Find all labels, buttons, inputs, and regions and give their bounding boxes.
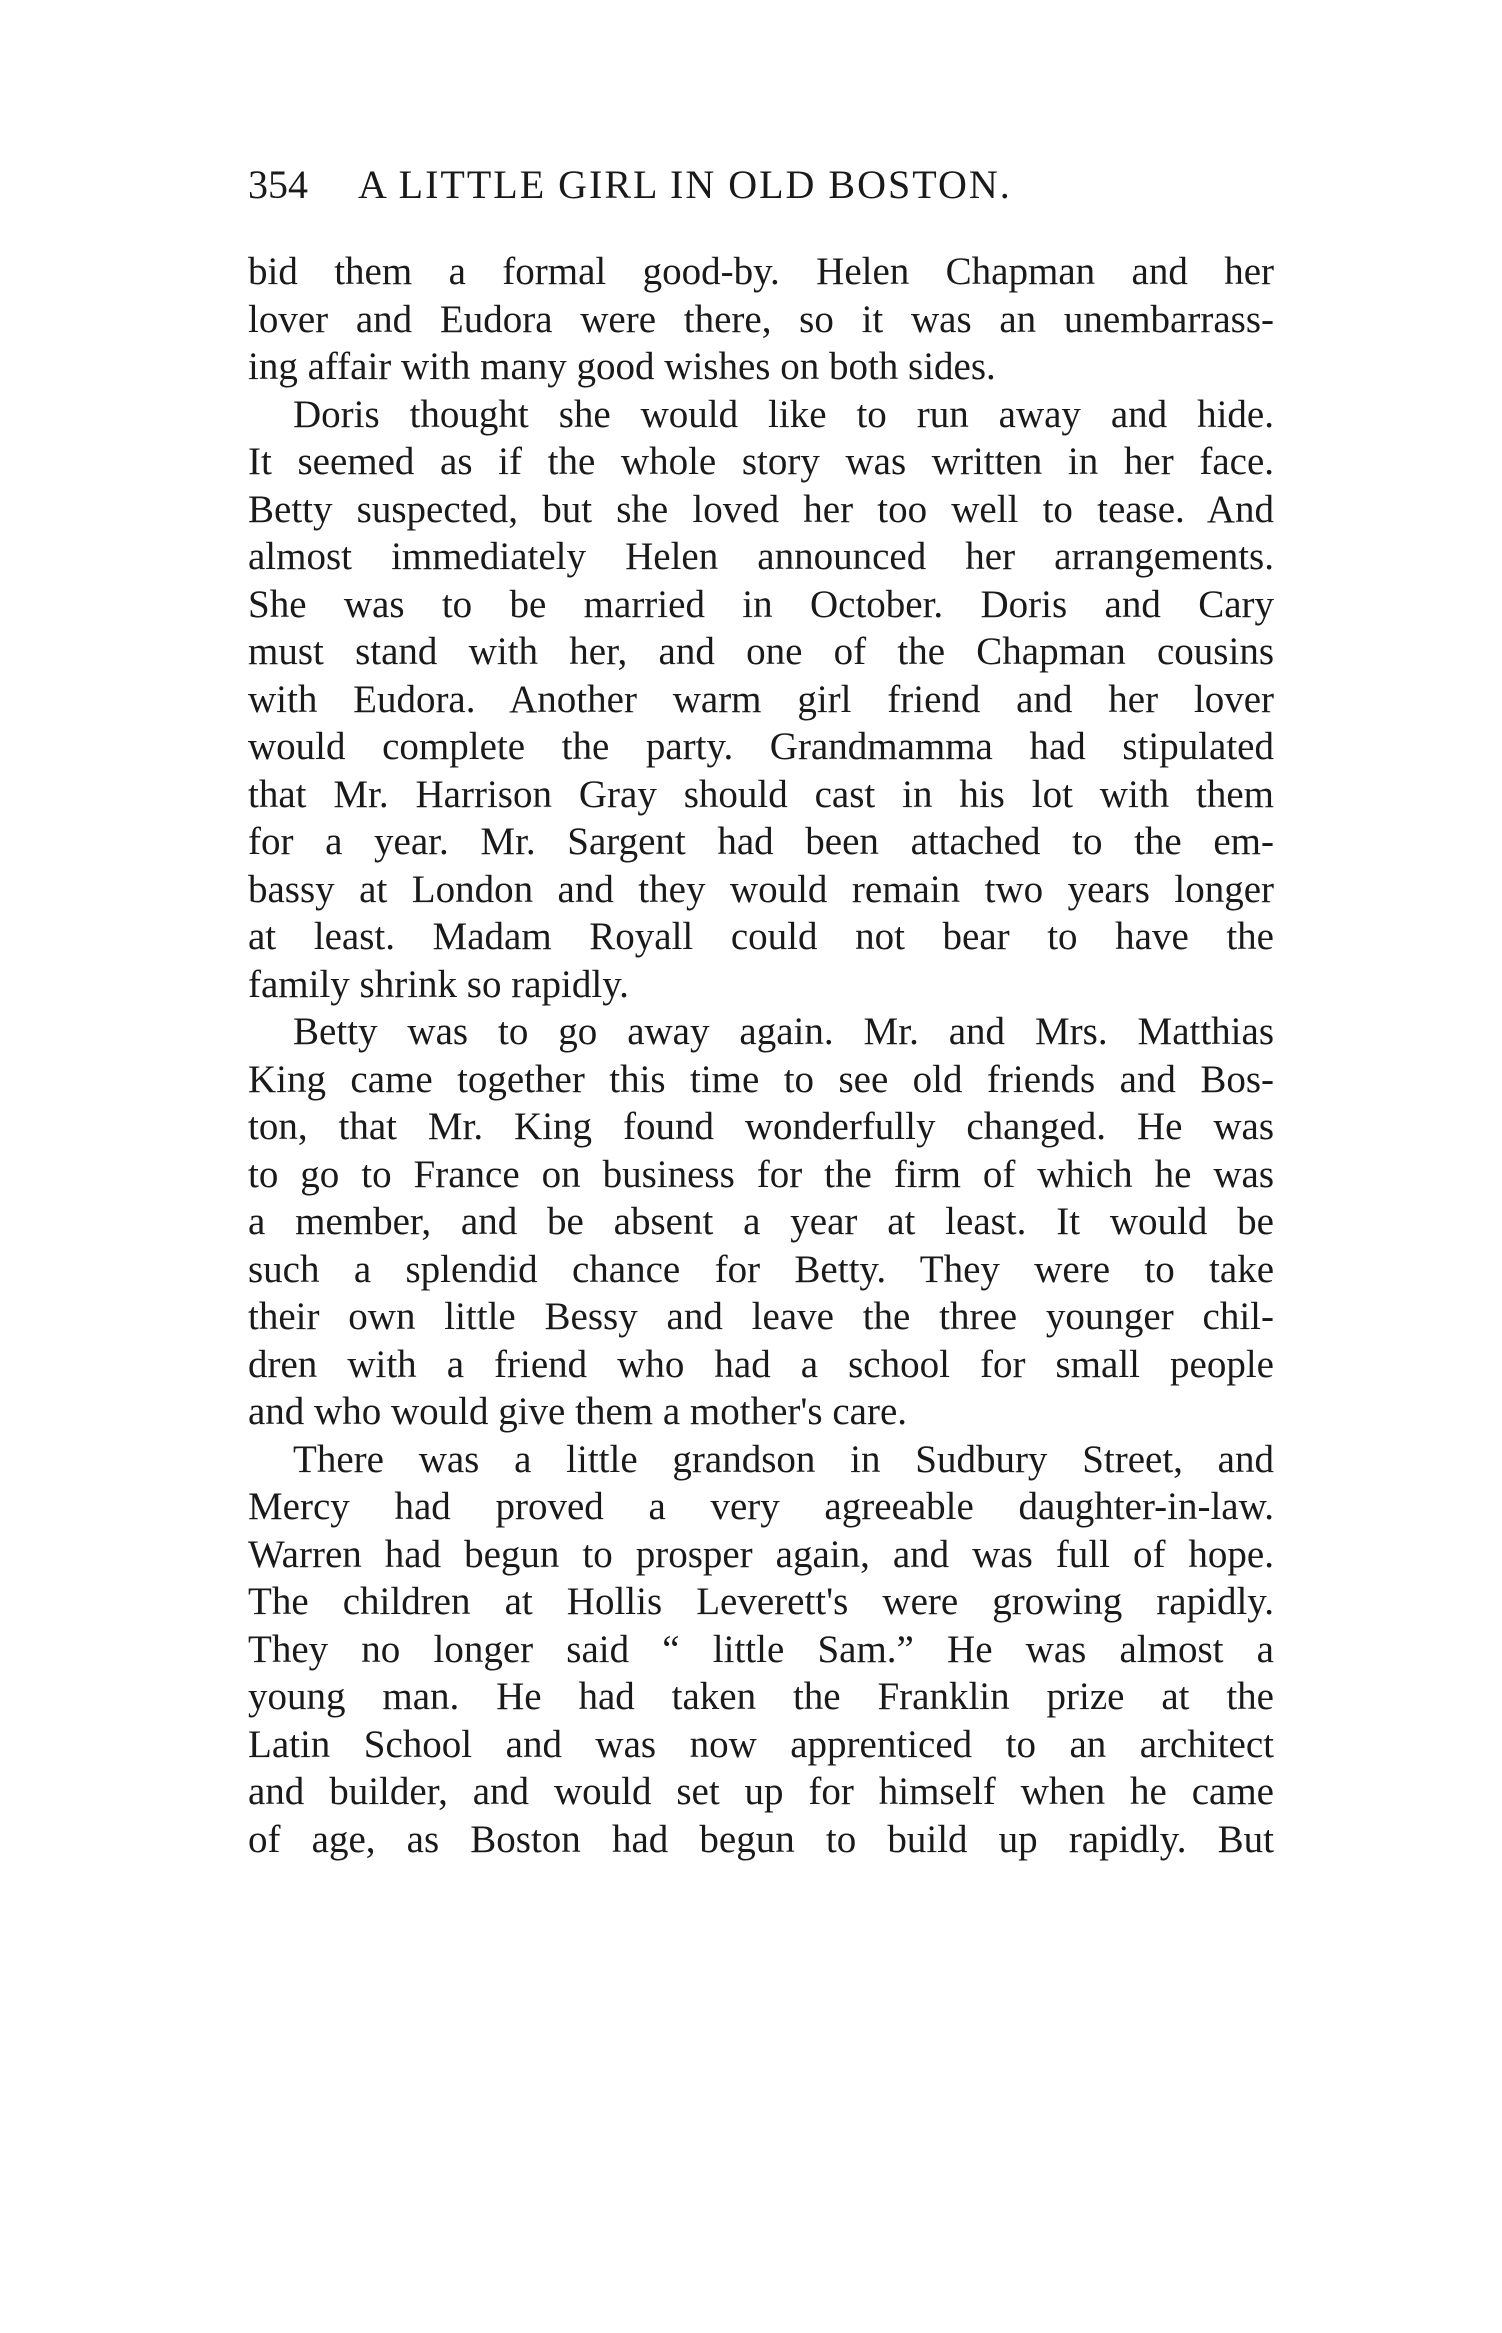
text-line: lover and Eudora were there, so it was an unembarrass- [248, 297, 1274, 341]
text-line: and who would give them a mother's care. [248, 1390, 908, 1433]
text-line: young man. He had taken the Franklin prize at the [248, 1675, 1274, 1718]
paragraph-first-line: Betty was to go away again. Mr. and Mrs. Matthias [293, 1010, 1274, 1053]
text-line: They no longer said “ little Sam.” He was almost a [248, 1627, 1274, 1671]
text-line: for a year. Mr. Sargent had been attached to the em- [248, 820, 1274, 863]
running-title: A LITTLE GIRL IN OLD BOSTON. [358, 162, 1012, 207]
text-line: to go to France on business for the firm of which he was [248, 1152, 1274, 1196]
text-line: and builder, and would set up for himself when he came [248, 1770, 1274, 1813]
text-line: with Eudora. Another warm girl friend and her lover [248, 677, 1274, 721]
text-line: a member, and be absent a year at least. It would be [248, 1200, 1274, 1243]
text-line: King came together this time to see old friends and Bos- [248, 1057, 1274, 1101]
text-line: She was to be married in October. Doris and Cary [248, 582, 1274, 626]
text-line: The children at Hollis Leverett's were growing rapidly. [248, 1580, 1274, 1623]
text-line: Mercy had proved a very agreeable daughter-in-law. [248, 1485, 1274, 1528]
text-line: such a splendid chance for Betty. They were to take [248, 1247, 1274, 1291]
running-header [248, 160, 1268, 210]
text-line: ing affair with many good wishes on both sides. [248, 345, 996, 388]
text-line: that Mr. Harrison Gray should cast in his lot with them [248, 772, 1274, 816]
text-line: Warren had begun to prosper again, and was full of hope. [248, 1532, 1274, 1576]
body-text [248, 248, 1274, 1863]
text-line: Betty suspected, but she loved her too well to tease. And [248, 487, 1274, 531]
text-line: ton, that Mr. King found wonderfully changed. He was [248, 1105, 1274, 1148]
text-line: of age, as Boston had begun to build up rapidly. But [248, 1817, 1274, 1861]
text-line: their own little Bessy and leave the three younger chil- [248, 1295, 1274, 1338]
text-line: It seemed as if the whole story was written in her face. [248, 440, 1274, 483]
text-line: almost immediately Helen announced her arrangements. [248, 535, 1274, 578]
text-line: bassy at London and they would remain two years longer [248, 867, 1274, 911]
text-line: bid them a formal good-by. Helen Chapman and her [248, 250, 1274, 293]
text-line: dren with a friend who had a school for small people [248, 1342, 1274, 1386]
text-line: at least. Madam Royall could not bear to have the [248, 915, 1274, 958]
page-number: 354 [248, 162, 308, 207]
paragraph-first-line: Doris thought she would like to run away and hide. [293, 392, 1274, 436]
text-line: Latin School and was now apprenticed to an architect [248, 1722, 1274, 1766]
text-line: family shrink so rapidly. [248, 962, 629, 1006]
paragraph-first-line: There was a little grandson in Sudbury Street, and [293, 1437, 1274, 1481]
text-line: must stand with her, and one of the Chapman cousins [248, 630, 1274, 673]
text-line: would complete the party. Grandmamma had stipulated [248, 725, 1274, 768]
